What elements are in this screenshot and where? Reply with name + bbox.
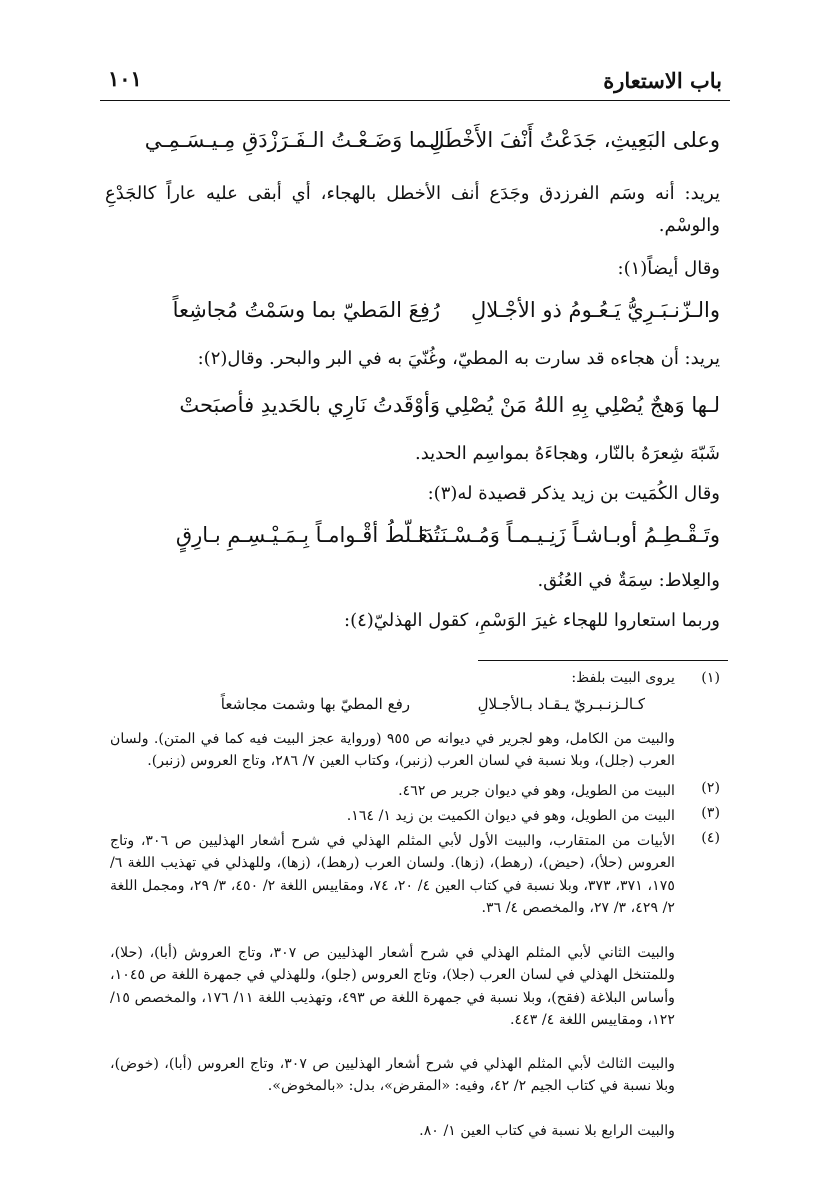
paragraph-5: وقال الكُمَيت بن زيد يذكر قصيدة له(٣):	[427, 483, 720, 504]
footnote-3-number: (٣)	[701, 805, 720, 821]
paragraph-3: يريد: أن هجاءه قد سارت به المطيّ، وغُنّيَ به في البر والبحر. وقال(٢):	[197, 348, 720, 369]
verse-1-second-hemistich: وعلى البَعِيثِ، جَدَعْتُ أَنْفَ الأَخْطَلِ	[429, 128, 720, 152]
verse-4-first-hemistich: تُـعَـلّطُ أقْـوامـاً بِـمَـيْـسِـمِ بـارِقٍ	[175, 523, 440, 547]
paragraph-4: شَبّهَ شِعرَهُ بالنّار، وهجاءَهُ بمواسِم الحديد.	[415, 443, 720, 464]
verse-4-second-hemistich: وتَـقْـطِـمُ أوبـاشـاً زَنِـيـمـاً وَمُـسْـنَـدَا	[418, 523, 720, 547]
paragraph-6: والعِلاط: سِمَةٌ في العُنُق.	[537, 570, 720, 591]
footnote-1-text: والبيت من الكامل، وهو لجرير في ديوانه ص ٩٥٥ (ورواية عجز البيت فيه كما في المتن). ولسان العرب (جلل)، وبلا نسبة في لسان العرب (زنبر)، وكتاب العين ٧/ ٢٨٦، وتاج العروس (زنبر).	[110, 731, 675, 770]
page-title: باب الاستعارة	[603, 68, 722, 93]
footnote-3-text: البيت من الطويل، وهو في ديوان الكميت بن زيد ١/ ١٦٤.	[346, 808, 675, 824]
verse-2-second-hemistich: والـزّنـبَـرِيُّ يَـعُـومُ ذو الأجْـلالِ	[470, 298, 720, 322]
verse-3-first-hemistich: وَأوْقَدتُ نَارِي بالحَديدِ فأصبَحتْ	[179, 393, 440, 417]
verse-3-second-hemistich: لـها وَهجٌ يُصْلِي بِهِ اللهُ مَنْ يُصْلِي	[444, 393, 720, 417]
header-rule	[100, 100, 730, 101]
footnote-2-text: البيت من الطويل، وهو في ديوان جرير ص ٤٦٢.	[398, 783, 675, 799]
paragraph-2: وقال أيضاً(١):	[617, 258, 720, 279]
footnote-2-number: (٢)	[701, 780, 720, 796]
paragraph-7: وربما استعاروا للهجاء غيرَ الوَسْمِ، كقول الهذليّ(٤):	[344, 610, 720, 631]
footnote-1-number: (١)	[701, 670, 720, 686]
footnote-4-text-4: والبيت الرابع بلا نسبة في كتاب العين ١/ ٨٠.	[419, 1123, 675, 1139]
footnote-4-text: الأبيات من المتقارب، والبيت الأول لأبي المثلم الهذلي في شرح أشعار الهذليين ص ٣٠٦، وتاج العروس (حلأ)، (حيض)، (رهط)، (زها). ولسان العرب (رهط)، (زها)، وللهذلي في تهذيب اللغة ٦/ ١٧٥، ٣٧١، ٣٧٣، وبلا نسبة في كتاب العين ٤/ ٢٠، ٧٤، ومقاييس اللغة ٢/ ٤٥٠، ٣/ ٢٩، ومجمل اللغة ٢/ ٤٢٩، ٣/ ٢٧، والمخصص ٤/ ٣٦.	[110, 833, 676, 917]
footnote-1-intro: يروى البيت بلفظ:	[571, 670, 675, 686]
footnote-separator	[478, 660, 728, 661]
verse-1-first-hemistich: لـما وَضَـعْـتُ الـفَـرَزْدَقِ مِـيـسَـمِـي	[144, 128, 440, 152]
footnote-1-verse-second-hemistich: كـالـزنـبـريّ يـقـاد بـالأجـلالِ	[477, 695, 645, 713]
paragraph-1: يريد: أنه وسَم الفرزدق وجَدَع أنف الأخطل بالهجاء، أي أبقى عليه عاراً كالجَدْعِ والوسْم.	[105, 183, 720, 236]
footnote-1-verse-first-hemistich: رفع المطيّ بها وشمت مجاشعاً	[220, 695, 410, 713]
footnote-4-text-3: والبيت الثالث لأبي المثلم الهذلي في شرح أشعار الهذليين ص ٣٠٧، وتاج العروس (أبا)، (خوض)، وبلا نسبة في كتاب الجيم ٢/ ٤٢، وفيه: «المقرض»، بدل: «بالمخوض».	[110, 1056, 675, 1095]
footnote-4-number: (٤)	[701, 830, 720, 846]
page-number: ١٠١	[108, 66, 142, 91]
footnote-4-text-2: والبيت الثاني لأبي المثلم الهذلي في شرح أشعار الهذليين ص ٣٠٧، وتاج العروش (أبا)، (حلا)، وللمتنخل الهذلي في لسان العرب (جلا)، وتاج العروس (جلو)، وللهذلي في جمهرة اللغة ص ١٠٤٥، وأساس البلاغة (فقح)، وبلا نسبة في جمهرة اللغة ص ٤٩٣، وتهذيب اللغة ١١/ ١٧٦، والمخصص ١٥/ ١٢٢، ومقاييس اللغة ٤/ ٤٤٣.	[110, 945, 676, 1029]
verse-2-first-hemistich: رُفِعَ المَطيّ بما وسَمْتُ مُجاشِعاً	[172, 298, 440, 322]
